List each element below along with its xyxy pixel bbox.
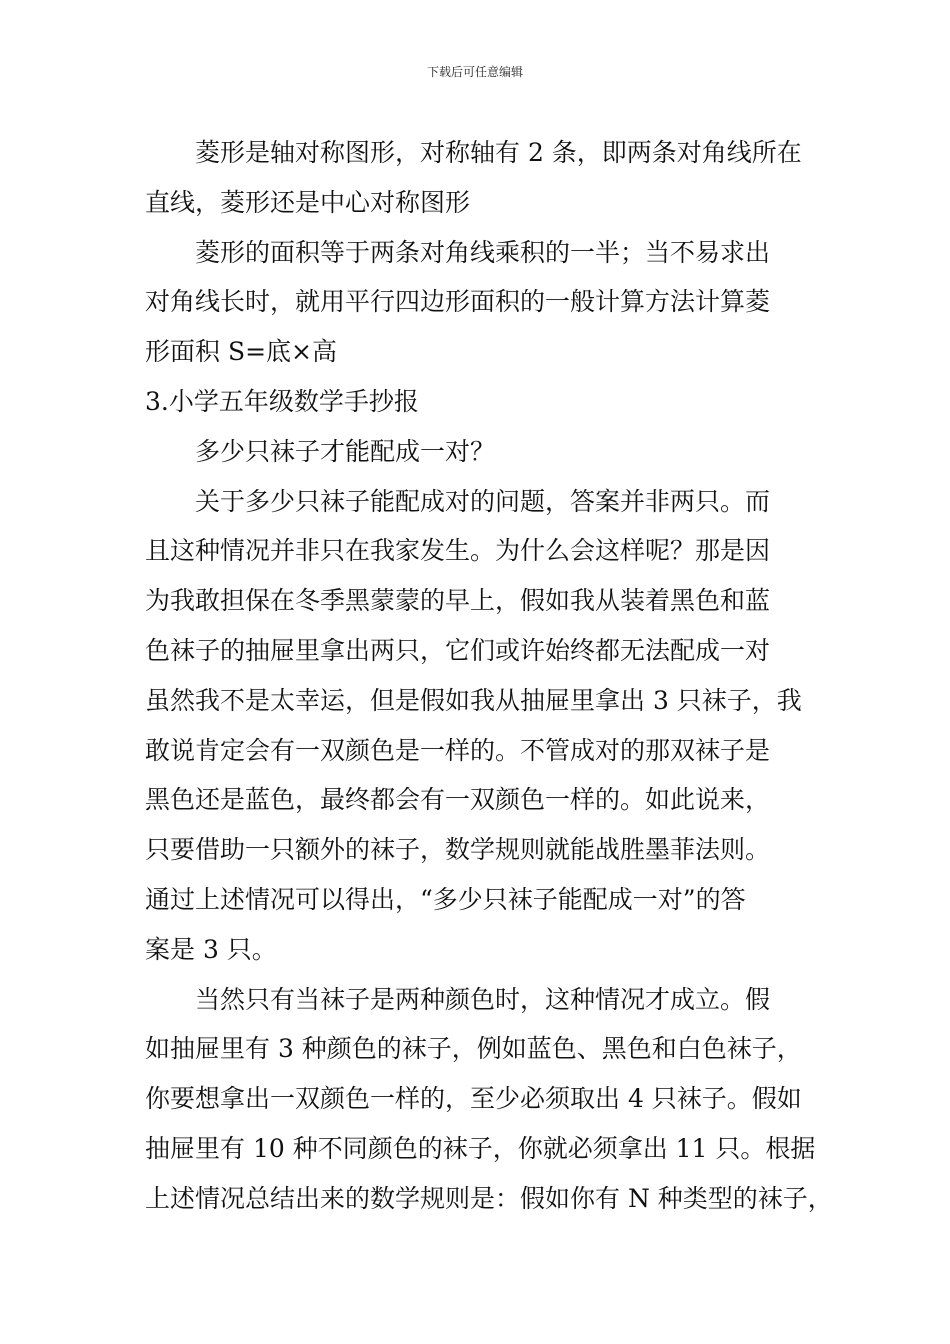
page-header: 下载后可任意编辑 [426,65,523,79]
text-line: 案是 3 只。 [145,934,277,964]
text-line: 为我敢担保在冬季黑蒙蒙的早上，假如我从装着黑色和蓝 [145,586,771,616]
section-heading: 3.小学五年级数学手抄报 [145,386,419,416]
text-line: 形面积 S=底×高 [145,337,337,367]
text-line: 敢说肯定会有一双颜色是一样的。不管成对的那双袜子是 [145,735,771,765]
text-line: 通过上述情况可以得出，“多少只袜子能配成一对”的答 [145,884,746,914]
text-line: 菱形的面积等于两条对角线乘积的一半；当不易求出 [195,237,771,267]
document-body [145,128,833,1224]
text-line: 且这种情况并非只在我家发生。为什么会这样呢？那是因 [145,536,771,566]
text-line: 直线，菱形还是中心对称图形 [145,187,471,217]
text-line: 虽然我不是太幸运，但是假如我从抽屉里拿出 3 只袜子，我 [145,685,802,715]
text-line: 上述情况总结出来的数学规则是：假如你有 N 种类型的袜子， [145,1183,833,1213]
text-line: 菱形是轴对称图形，对称轴有 2 条，即两条对角线所在 [195,138,802,167]
text-line: 色袜子的抽屉里拿出两只，它们或许始终都无法配成一对 [145,635,771,665]
text-line: 当然只有当袜子是两种颜色时，这种情况才成立。假 [195,984,771,1014]
text-line: 只要借助一只额外的袜子，数学规则就能战胜墨菲法则。 [145,835,771,865]
text-line: 关于多少只袜子能配成对的问题，答案并非两只。而 [195,486,771,516]
text-line: 对角线长时，就用平行四边形面积的一般计算方法计算菱 [145,287,771,317]
text-line: 黑色还是蓝色，最终都会有一双颜色一样的。如此说来， [145,785,771,815]
article-title: 多少只袜子才能配成一对？ [195,436,496,466]
text-line: 如抽屉里有 3 种颜色的袜子，例如蓝色、黑色和白色袜子， [145,1034,802,1064]
text-line: 你要想拿出一双颜色一样的，至少必须取出 4 只袜子。假如 [145,1084,802,1114]
text-line: 抽屉里有 10 种不同颜色的袜子，你就必须拿出 11 只。根据 [145,1133,816,1163]
